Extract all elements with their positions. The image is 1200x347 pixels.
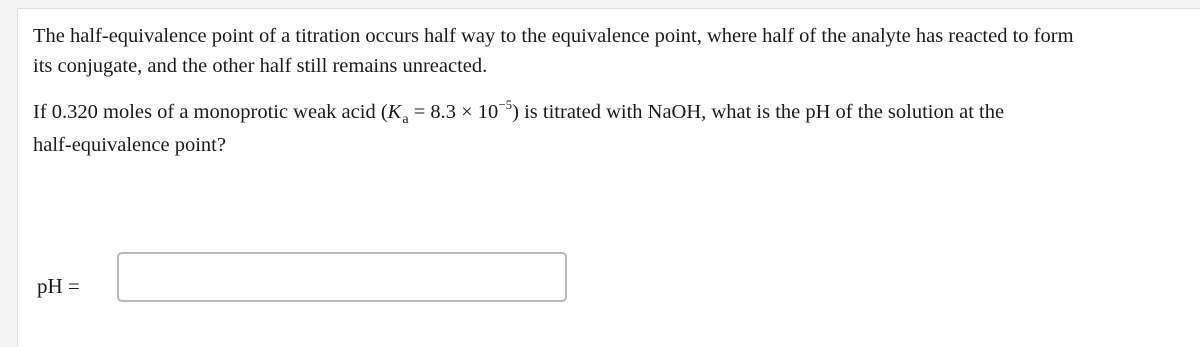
prompt-part-3: ) is titrated with NaOH, what is the pH of the solution at the (512, 101, 1005, 123)
prompt-part-2: = 8.3 × 10 (408, 101, 499, 123)
question-card (17, 8, 1200, 347)
ph-answer-input[interactable] (117, 252, 567, 302)
prompt-part-1: If 0.320 moles of a monoprotic weak acid ( (33, 101, 388, 123)
question-prompt (33, 97, 1173, 160)
intro-line-1: The half-equivalence point of a titration occurs half way to the equivalence point, where half of the analyte has reacted to form (33, 25, 1074, 47)
intro-line-2: its conjugate, and the other half still remains unreacted. (33, 55, 488, 77)
prompt-line-2: half-equivalence point? (33, 134, 226, 156)
ka-exponent: −5 (498, 97, 513, 112)
ph-label: pH = (37, 274, 80, 298)
ka-subscript: a (402, 112, 409, 127)
question-intro (33, 21, 1173, 81)
ka-symbol: K (387, 101, 402, 123)
